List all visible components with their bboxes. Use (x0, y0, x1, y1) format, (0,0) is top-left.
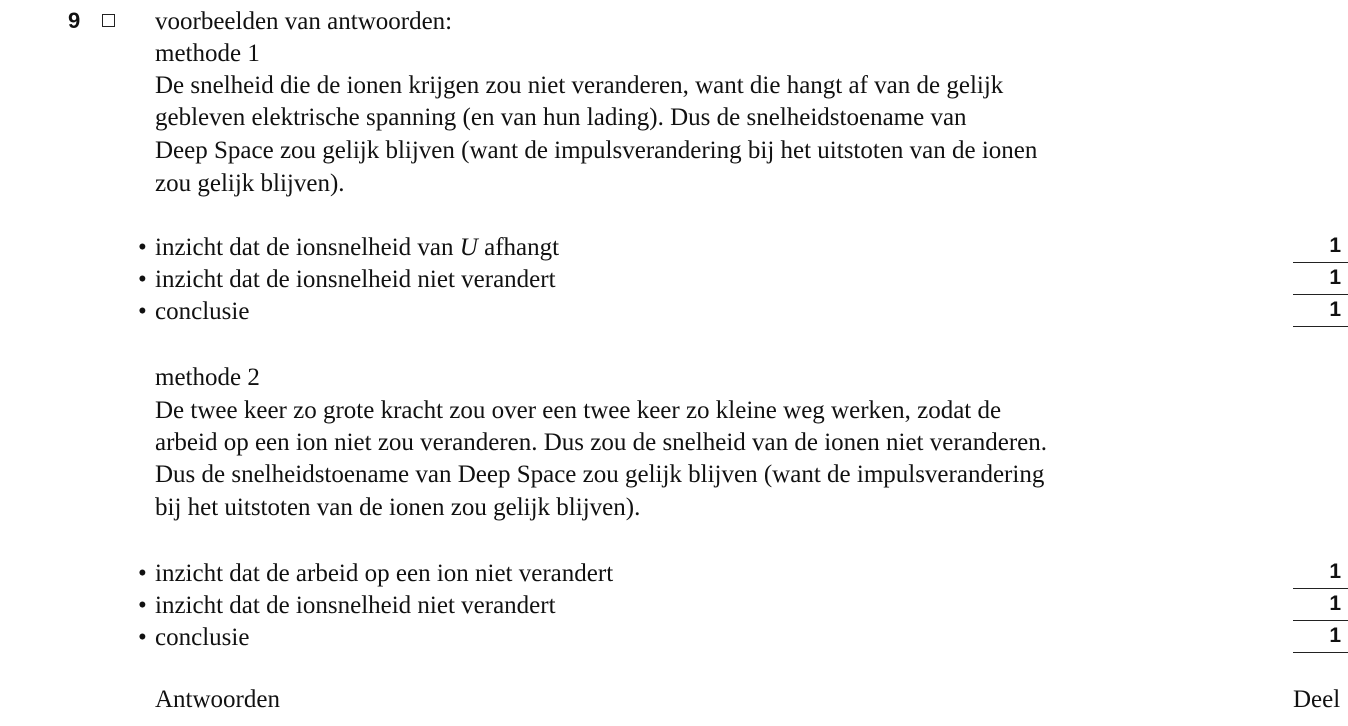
method-1-line-2: gebleven elektrische spanning (en van hun lading). Dus de snelheidstoename van (155, 104, 967, 131)
method-1-line-3: Deep Space zou gelijk blijven (want de impulsverandering bij het uitstoten van de ionen (155, 137, 1038, 164)
bullet: • (138, 592, 147, 619)
score-1-1: 1 (1293, 231, 1348, 263)
method-1-criterion-3: conclusie (155, 298, 250, 325)
method-2-line-4: bij het uitstoten van de ionen zou gelijk blijven). (155, 494, 641, 521)
method-2-criterion-1: inzicht dat de arbeid op een ion niet verandert (155, 560, 614, 587)
method-2-criterion-2: inzicht dat de ionsnelheid niet verandert (155, 592, 556, 619)
method-2-title: methode 2 (155, 364, 260, 391)
method-2-line-2: arbeid op een ion niet zou veranderen. Dus zou de snelheid van de ionen niet veranderen. (155, 429, 1048, 456)
question-number: 9 (68, 8, 81, 33)
footer-score-label: Deel (1293, 686, 1341, 713)
method-1-criterion-1: inzicht dat de ionsnelheid van U afhangt (155, 234, 560, 261)
checkbox[interactable] (102, 14, 115, 27)
score-2-2: 1 (1293, 589, 1348, 621)
method-1-line-1: De snelheid die de ionen krijgen zou niet veranderen, want die hangt af van de gelijk (155, 72, 1004, 99)
method-2-line-1: De twee keer zo grote kracht zou over een twee keer zo kleine weg werken, zodat de (155, 397, 1002, 424)
bullet: • (138, 560, 147, 587)
bullet: • (138, 234, 147, 261)
bullet: • (138, 298, 147, 325)
method-2-line-3: Dus de snelheidstoename van Deep Space zou gelijk blijven (want de impulsverandering (155, 461, 1045, 488)
method-1-title: methode 1 (155, 40, 260, 67)
score-1-3: 1 (1293, 295, 1348, 327)
bullet: • (138, 624, 147, 651)
footer-column-label: Antwoorden (155, 686, 280, 713)
score-1-2: 1 (1293, 263, 1348, 295)
score-2-1: 1 (1293, 557, 1348, 589)
bullet: • (138, 266, 147, 293)
method-2-criterion-3: conclusie (155, 624, 250, 651)
question-intro: voorbeelden van antwoorden: (155, 8, 453, 35)
method-1-criterion-2: inzicht dat de ionsnelheid niet verandert (155, 266, 556, 293)
score-2-3: 1 (1293, 621, 1348, 653)
method-1-line-4: zou gelijk blijven). (155, 170, 345, 197)
